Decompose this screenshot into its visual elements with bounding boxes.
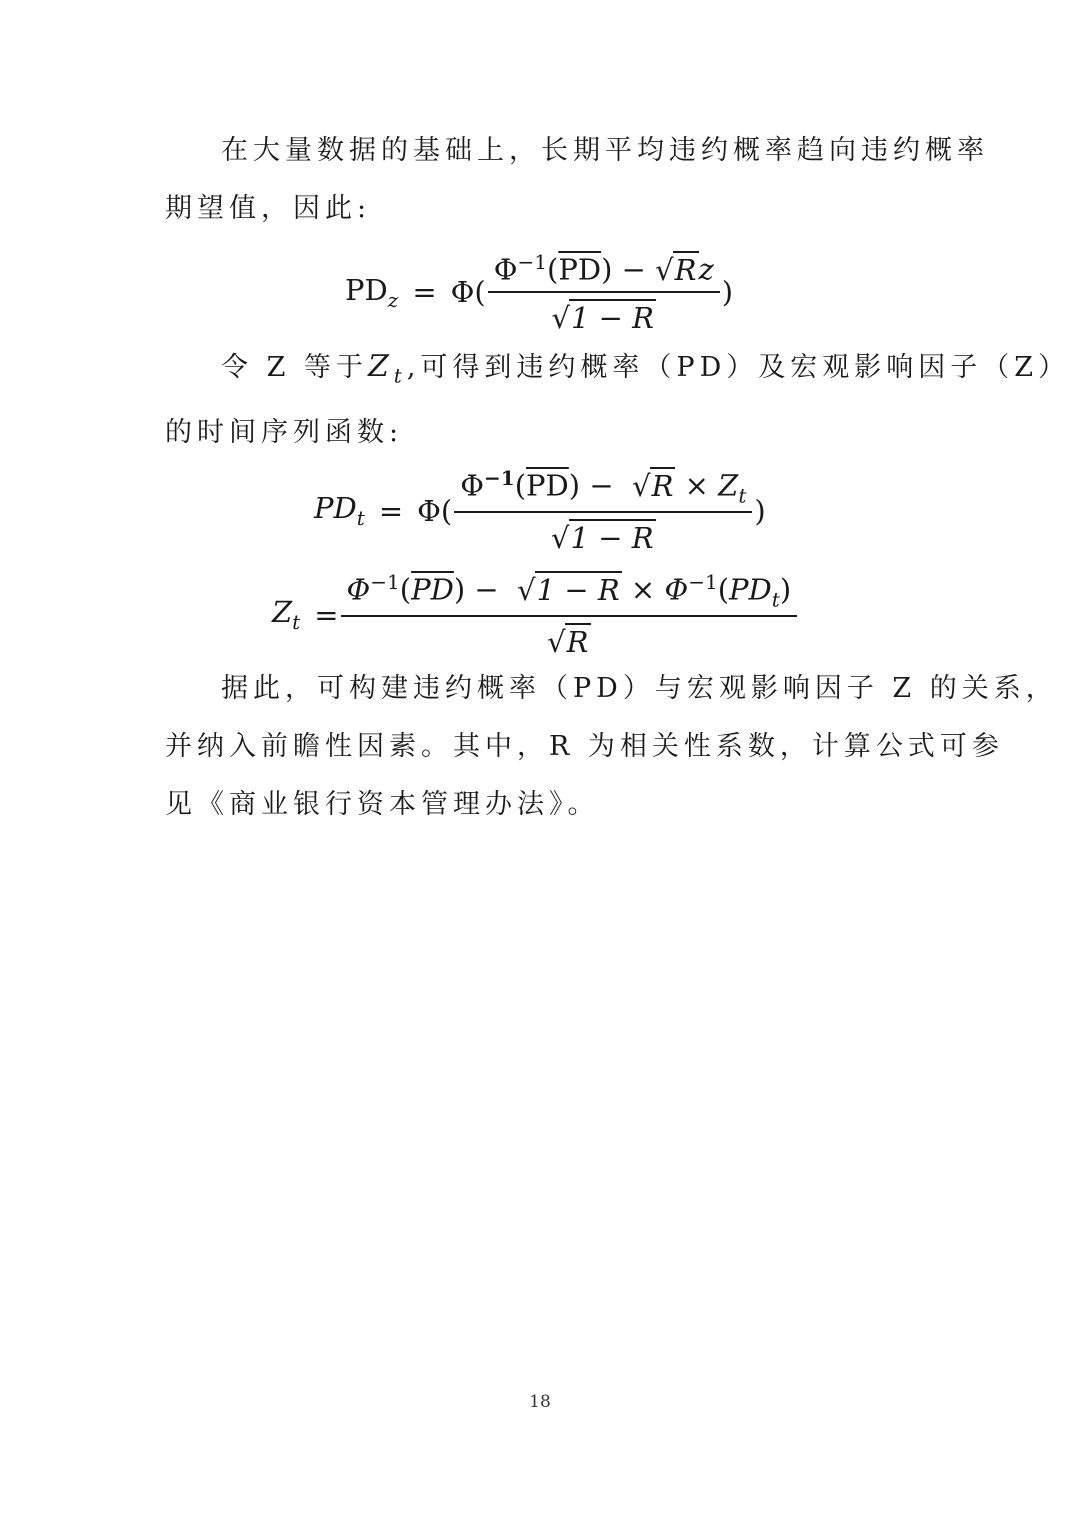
formula1-denominator: √ 1 − R (551, 300, 655, 335)
formula-z-t (272, 570, 799, 659)
page-number: 18 (529, 1392, 551, 1412)
paragraph-intro (165, 122, 989, 238)
paragraph-conclusion-line-3: 见《商业银行资本管理办法》。 (165, 789, 600, 820)
formula2-fraction (454, 466, 752, 555)
paragraph-z-line-1: 令 Z 等于$Z_t$,可得到违约概率（PD）及宏观影响因子（Z） (221, 349, 1071, 388)
paragraph-conclusion-line-1: 据此，可构建违约概率（PD）与宏观影响因子 Z 的关系， (221, 673, 1058, 704)
formula-pd-t: $PD_t$ = Φ ( $\Phi^{-1}(\overline{PD})$ − √ R × $Z_t$ √ 1 − R ) (314, 466, 766, 556)
formula-pd-z: $PD_z$ = Φ ( $\Phi^{-1}(\overline{PD})$ − √ R z √ 1 − R ) (345, 250, 734, 335)
formula2-denominator: √ 1 − R (551, 521, 654, 556)
formula1-phi: Φ (450, 275, 475, 310)
formula3-lhs: $Z_t$ (272, 595, 301, 635)
formula1-lhs: $PD_z$ (345, 272, 399, 312)
paragraph-conclusion (165, 660, 1058, 834)
formula1-sqrt-r: √ R (655, 252, 697, 287)
formula3-equals: = (314, 597, 339, 632)
paragraph-conclusion-line-2: 并纳入前瞻性因素。其中，R 为相关性系数，计算公式可参 (165, 731, 1004, 762)
formula1-equals: = (412, 275, 437, 310)
formula2-numerator: $\Phi^{-1}(\overline{PD})$ − √ R × $Z_t$ (454, 466, 752, 513)
formula1-fraction (488, 250, 720, 335)
paragraph-z-definition (165, 338, 1071, 462)
paragraph-z-line-2: 的时间序列函数: (165, 417, 404, 449)
paragraph-intro-line-1: 在大量数据的基础上，长期平均违约概率趋向违约概率 (221, 135, 989, 166)
formula2-phi: Φ (417, 493, 441, 528)
formula2-equals: = (378, 493, 404, 528)
formula2-lhs: $PD_t$ (314, 491, 365, 531)
formula1-numerator: $\Phi^{-1}(\overline{PD})$ − √ R z (488, 250, 720, 293)
paragraph-intro-line-2: 期望值，因此: (165, 193, 372, 224)
formula3-fraction (341, 570, 798, 659)
formula3-denominator: √ R (547, 625, 589, 660)
formula3-numerator: $\Phi^{-1}(\overline{PD})$ − √ 1 − R × $\Phi^{-1}(PD_t)$ (341, 570, 798, 617)
